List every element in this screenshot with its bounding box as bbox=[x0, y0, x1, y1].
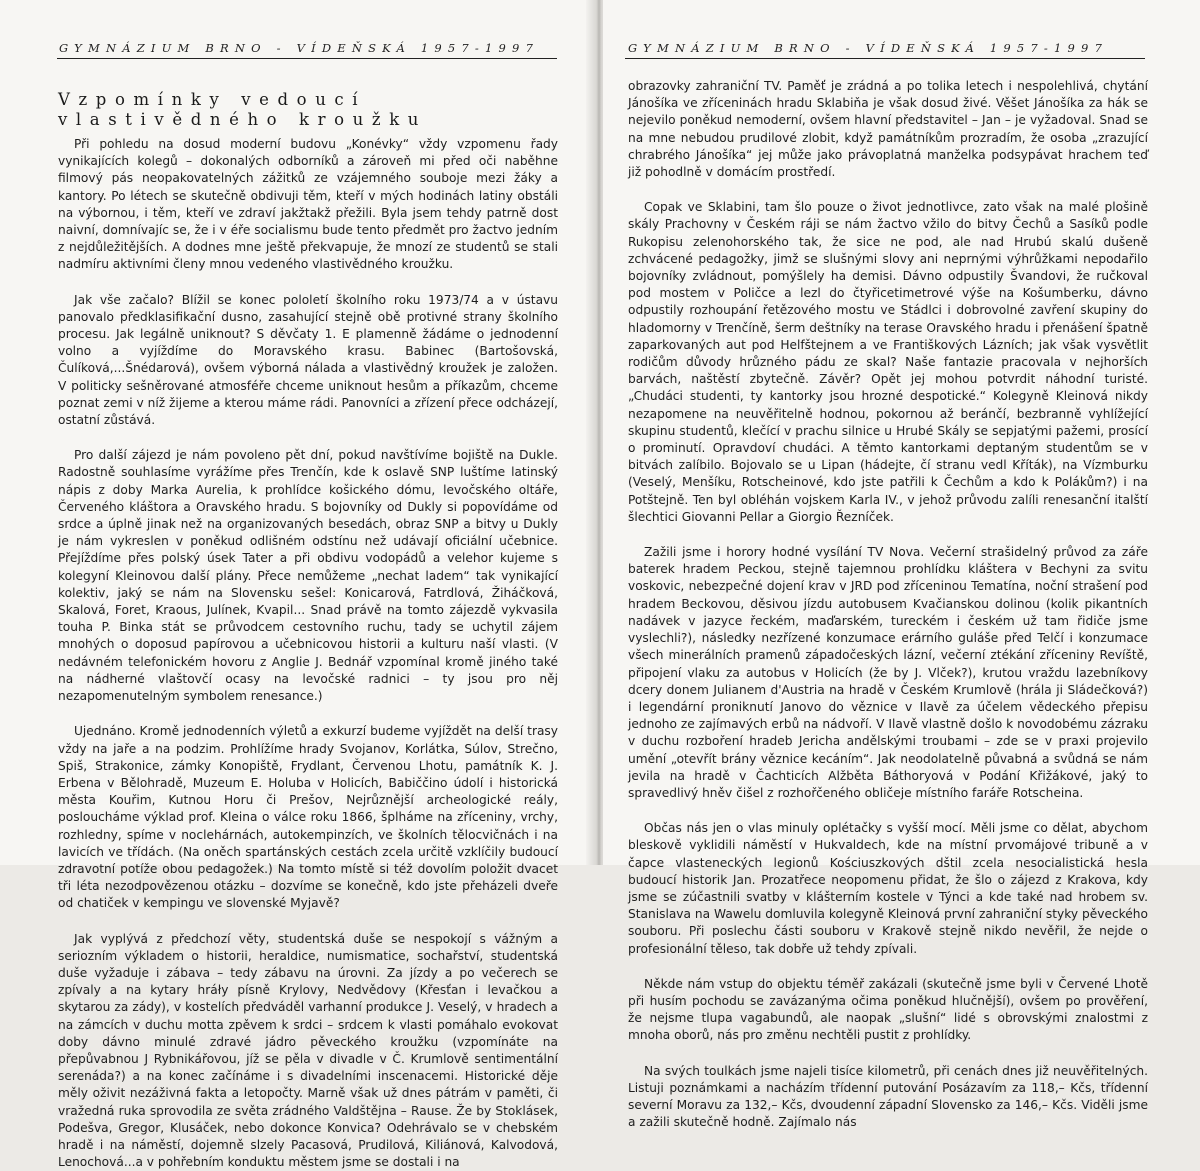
paragraph: Občas nás jen o vlas minuly oplétačky s vyšší mocí. Měli jsme co dělat, abychom bleskově vyklidili náměstí v Hukvaldech, kde na místní prvomájové tribuně a v čapce vlasteneckých legionů Kościuszkových dštil zcela nesocialistická hesla budoucí historik Jan. Prozatřece neopomenu přidat, že šlo o zájezd z Krakova, kdy jsme se zúčastnili svatby v klášterním kostele v Týnci a kde také nad hrobem sv. Stanislava na Wawelu domluvila kolegyně Kleinová první zahraniční styky pěveckého souboru. Při poslechu části souboru v Krakově stejně nikdo nevěřil, že nejde o profesionální těleso, tak dobře už tehdy zpívali. bbox=[628, 821, 1148, 956]
article-title bbox=[58, 90, 427, 130]
header-rule bbox=[57, 58, 557, 59]
paragraph: Jak vše začalo? Blížil se konec pololetí školního roku 1973/74 a v ústavu panovalo předklasifikační dusno, zasahující stejně obě protivné strany školního procesu. Jak legálně uniknout? S děvčaty 1. E plamenně žádáme o jednodenní volno a vyjíždíme do Moravského krasu. Babinec (Bartošovská, Čulíková,...Šnédarová), ovšem výborná nálada a vlastivědný kroužek je založen. V politicky sešněrované atmosféře chceme uniknout hesům a příkazům, chceme poznat zemi v níž žijeme a kterou máme rádi. Panovníci a zřízení přece odcházejí, ostatní zůstává. bbox=[58, 292, 558, 428]
paragraph: Při pohledu na dosud moderní budovu „Konévky“ vždy vzpomenu řady vynikajících kolegů – dokonalých odborníků a zároveň mi před oči naběhne filmový pás neopakovatelných zážitků ze vzájemného souboje mezi žáky a kantory. Po létech se skutečně obdivuji těm, kteří v mých hodinách latiny obstáli na výbornou, i těm, kteří ve zdraví jakžtakž přežili. Byla jsem tehdy patrně dost naivní, domnívajíc se, že i v éře socialismu bude tento předmět pro žactvo jedním z nejdůležitějších. A dodnes mne ještě překvapuje, že mnozí ze studentů se stali nadmíru aktivními členy mnou vedeného vlastivědného kroužku. bbox=[58, 137, 558, 272]
paragraph: Ujednáno. Kromě jednodenních výletů a exkurzí budeme vyjíždět na delší trasy vždy na jaře a na podzim. Prohlížíme hrady Svojanov, Korlátka, Súlov, Strečno, Spiš, Strakonice, zámky Konopiště, Frydlant, Červenou Lhotu, památník K. J. Erbena v Bělohradě, Muzeum E. Holuba v Holicích, Babiččino údolí i historická města Kouřim, Kutnou Horu či Prešov, Nejrůznější archeologické reály, posloucháme výklad prof. Kleina o válce roku 1866, šplháme na zříceniny, vrchy, rozhledny, spíme v noclehárnách, autokempinzích, ve školních tělocvičnách i na lavicích ve třídách. (Na oněch spartánských cestách zcela určitě vzklíčily budoucí zdravotní potíže obou pedagožek.) Na tomto místě si též dovolím položit dvacet tři léta nezodpovězenou otázku – dozvíme se konečně, kdo jste přeházeli dveře od chatiček v kempingu ve slovenské Myjavě? bbox=[58, 724, 558, 911]
body-text bbox=[58, 136, 558, 1171]
title-line: Vzpomínky vedoucí bbox=[58, 90, 367, 109]
paragraph: obrazovky zahraniční TV. Paměť je zrádná a po tolika letech i nespolehlivá, chytání Jánošíka ve zříceninách hradu Sklabiňa je však dosud živé. Věšet Jánošíka za hák se nejevilo poněkud nemoderní, ovšem hlavní představitel – Jan – je vyžadoval. Snad se na mne nebudou prudilové zlobit, když památníkům prozradím, že osoba „zrazující chrabrého Jánošíka“ jej může jako právoplatná manželka podsypávat hrachem teď již pohodlně v domácím prostředí. bbox=[628, 79, 1148, 180]
running-head: GYMNÁZIUM BRNO - VÍDEŇSKÁ 1957-1997 bbox=[59, 41, 540, 55]
right-page bbox=[603, 0, 1200, 1130]
paragraph: Jak vyplývá z předchozí věty, studentská duše se nespokojí s vážným a seriozním výkladem o historii, heraldice, numismatice, sochařství, studentská duše vyžaduje i zábava – tedy zábavu na úrovni. Za jízdy a po večerech se zpívaly a na kytary hráły písně Krylovy, Nedvědovy (Křesťan i levačkou a skytarou za zády), v kostelích předváděl varhanní produkce J. Veselý, v hradech a na zámcích v duchu motta zpěvem k srdci – srdcem k vlasti pomáhalo evokovat doby dávno minulé zdravé jádro pěveckého kroužku (vzpomínáte na přepůvabnou J Rybnikářovou, jíž se pěla v divadle v Č. Krumlově sentimentální serenáda?) a na konec začínáme i s divadelními inscenacemi. Historické děje měly oživit nezáživná fakta a letopočty. Marně však už dnes pátrám v paměti, či vražedná ruka sprovodila ze světa zrádného Valdštějna – Rause. Že by Stoklásek, Podešva, Gregor, Klusáček, nebo dokonce Konvica? Odehrávalo se v chebském hradě i na náměstí, dojemně slzely Pacasová, Prudilová, Kiliánová, Kalvodová, Lenochová...a v pohřebním konduktu městem jsme se dostali i na bbox=[58, 931, 558, 1170]
title-line: vlastivědného kroužku bbox=[58, 110, 428, 129]
paragraph: Někde nám vstup do objektu téměř zakázali (skutečně jsme byli v Červené Lhotě při husím pochodu se zavázanýma očima poněkud hlučnější), ovšem po prověření, že nejsme tlupa vagabundů, ale naopak „slušní“ lidé s obrovskými znalostmi z mnoha oborů, nás pro změnu nechtěli pustit z prohlídky. bbox=[628, 976, 1148, 1043]
paragraph: Copak ve Sklabini, tam šlo pouze o život jednotlivce, zato však na malé plošině skály Prachovny v Českém ráji se nám žactvo vžilo do bitvy Čechů a Sasíků podle Rukopisu zelenohorského tak, že sice ne pod, ale nad Hrubú skalú dušeně zchvácené pedagožky, jimž se slušnými slovy ani neprnými výhrůžkami nepodařilo bojovníky zvládnout, pomýšlely ha demisi. Dávno odpustily Švandovi, že ručkoval pod mostem v Poličce a lezl do čtyřicetimetrové výše na Košumberku, dávno odpustily rozhoupání řetězového mostu ve Stádlci i dobrovolné zavření skupiny do hladomorny v Trenčíně, šerm deštníky na terase Oravského hradu i přenášení špatně zaparkovaných aut pod Helfštejnem a ve Františkových Lázních; jak však vysvětlit rodičům důvody hrůzného pádu ze skal? Naše fantazie pracovala v nejhorších barvách, naštěstí zbytečně. Závěr? Opět jej mohou potvrdit náhodní turisté. „Chudáci studenti, ty kantorky jsou hrozné despotické.“ Kolegyně Kleinová nikdy nezapomene na neuvěřitelně hodnou, pokornou až beránčí, bezbranně vyhlížející skupinu studentů, klečící v prachu silnice u Hrubé Skály se sepjatými pažemi, prosící o prominutí. Opravdoví chudáci. A těmto kantorkami deptaným studentům se v bitvách zalíbilo. Bojovalo se u Lipan (hádejte, čí stranu vedl Kříták), na Vízmburku (Veselý, Menšíku, Rotscheinové, kdo jste patřili k Čechům a kdo k Polákům?) i na Potštejně. Ten byl obléhán vojskem Karla IV., v jehož průvodu zalíli renesanční italští šlechtici Giovanni Pellar a Giorgio Řezníček. bbox=[628, 200, 1148, 524]
paragraph: Zažili jsme i horory hodné vysílání TV Nova. Večerní strašidelný průvod za záře baterek hradem Peckou, stejně tajemnou prohlídku kláštera v Bechyni za svitu voskovic, nebezpečné dojení krav v JRD pod zříceninou Tematína, noční strašení pod hradem Beckovou, děsivou jízdu autobusem Kvačianskou dolinou (kolik pikantních nadávek v jazyce řeckém, maďarském, tureckém i českém už tam řidiče jsme vyslechli?), následky nezřízené konzumace erárního guláše před Telčí i konzumace všech minerálních pramenů západočeských lázní, večerní ztékání zříceniny Revíště, připojení vlaku za autobus v Holicích (že by J. Vlček?), krutou vraždu lazebníkovy dcery donem Julianem d'Austria na hradě v Českém Krumlově (hrála ji Sládečková?) i legendární proniknutí Janovo do věznice v Ilavě za účelem vědeckého přepisu jednoho ze zajímavých erbů na nádvoří. V Ilavě vlastně došlo k novodobému zázraku v duchu rozboření hradeb Jericha andělskými troubami – zde se v praxi projevilo umění „otevřít brány věznice kecáním“. Jak neodolatelně půvabná a svůdná se nám jevila na hradě v Čachticích Alžběta Báthoryová v Podání Křižákové, jaký to spravedlivý hněv čišel z rozhořčeného obličeje místního faráře Rotscheina. bbox=[628, 545, 1148, 800]
left-page bbox=[0, 0, 598, 1170]
paragraph: Pro další zájezd je nám povoleno pět dní, pokud navštívíme bojiště na Dukle. Radostně souhlasíme vyrážíme přes Trenčín, kde k oslavě SNP luštíme latinský nápis z doby Marka Aurelia, k prohlídce košického dómu, levočského oltáře, Červeného kláštora a Oravského hradu. S bojovníky od Dukly si popovídáme od srdce a úplně jinak než na organizovaných besedách, obraz SNP a bitvy u Dukly je nám vykreslen v poněkud odlišném odstínu než udávají oficiální učebnice. Přejíždíme přes polský úsek Tater a při obdivu vodopádů a velehor kujeme s kolegyní Kleinovou další plány. Přece nemůžeme „nechat ladem“ tak vynikající kolektiv, jaký se nám na Slovensku sešel: Konicarová, Fatrdlová, Žiháčková, Skalová, Foret, Kraous, Julínek, Kvapil... Snad právě na tomto zájezdě vykvasila touha P. Binka stát se průvodcem cestovního ruchu, tady se uchytil zájem mnohých o doposud papírovou a učebnicovou historii a kulturu naší vlasti. (V nedávném telefonickém hovoru z Anglie J. Bednář vzpomínal kromě jiného také na nádherné vlaštovčí ocasy na levočské radnici – ty jsou pro něj nezapomenutelným symbolem renesance.) bbox=[58, 448, 558, 704]
paragraph: Na svých toulkách jsme najeli tisíce kilometrů, při cenách dnes již neuvěřitelných. Listuji poznámkami a nacházím třídenní putování Posázavím za 118,– Kčs, třídenní severní Moravu za 132,– Kčs, dvoudenní západní Slovensko za 146,– Kčs. Viděli jsme a zažili skutečně hodně. Zajímalo nás bbox=[628, 1063, 1148, 1130]
header-rule bbox=[625, 58, 1145, 59]
body-text bbox=[628, 78, 1148, 1131]
running-head: GYMNÁZIUM BRNO - VÍDEŇSKÁ 1957-1997 bbox=[628, 41, 1109, 55]
